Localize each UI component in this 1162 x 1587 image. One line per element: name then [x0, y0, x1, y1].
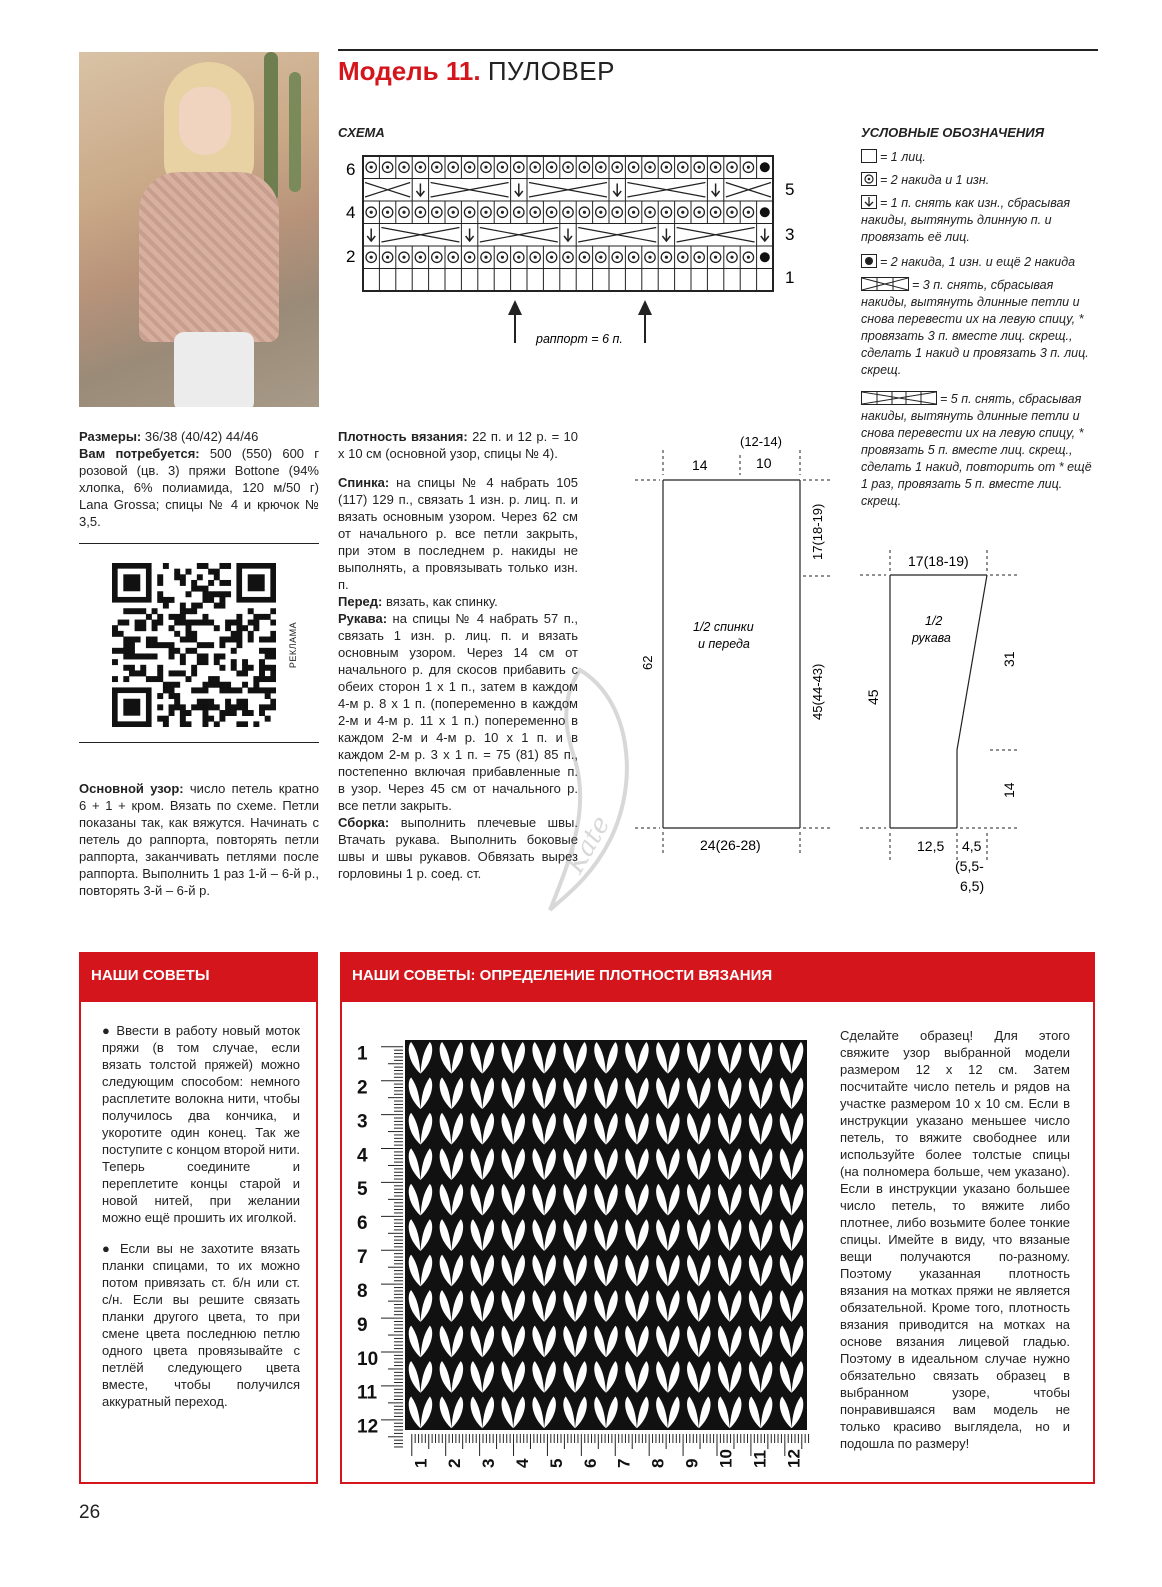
- sleeve-value: на спицы № 4 набрать 57 п., связать 1 изн. р. лиц. п. и вязать основным узором. Через 14 см от начального р. для скосов прибавить с обеих сторон 1 х 1 п., затем в каждом 4-м р. 8 х 1 п. (попеременно в каждом 2-м и 4-м р. 11 х 1 п.) попеременно в каждом 2-м и 4-м р. 10 х 1 п. и в каждом 2-м р. 3 х 1 п. = 75 (81) 85 п., постепенно включая прибавленные п. в узор. Через 45 см от начального р. все петли закрыть.: [338, 611, 578, 813]
- ruler-left-number: 6: [357, 1213, 368, 1235]
- body-top-left: 14: [692, 457, 708, 473]
- tip-para-1: Ввести в работу новый моток пряжи (в том случае, если вязать толстой пряжей) можно следующим способом: немного расплетите волокна нити, чтобы получилось два кончика, и укоротите один конец. Так же поступите с концом второй нити. Теперь соедините и переплетите концы старой и новой нитей, при желании можно ещё прошить их иголкой.: [102, 1023, 301, 1225]
- body-top-bracket: (12-14): [740, 434, 782, 449]
- sizes-materials-block: [79, 428, 319, 530]
- cross-5-symbol-icon: [861, 391, 937, 405]
- ruler-left-number: 10: [357, 1348, 379, 1370]
- model-photo: [79, 52, 319, 407]
- tips-left-text: [102, 1022, 300, 1410]
- row-label-4: 4: [346, 203, 356, 222]
- sweater-shape: [139, 172, 279, 342]
- ruler-bottom: [411, 1434, 808, 1468]
- body-inner-label-2: и переда: [698, 637, 750, 651]
- stitch-chart: [338, 150, 808, 350]
- pattern-label: Основной узор:: [79, 781, 184, 796]
- tip-para-2: Если вы не захотите вязать планки спицами, то их можно потом привязать ст. б/н или ст. с/н. Если вы решите связать планки другого цвета, то при смене цвета последнюю петлю одного цвета провязывайте с петлёй следующего цвета вместе, чтобы получился аккуратный переход.: [102, 1241, 300, 1409]
- legend-heading: УСЛОВНЫЕ ОБОЗНАЧЕНИЯ: [861, 125, 1045, 140]
- ruler-bottom-number: 10: [716, 1449, 736, 1468]
- legend-item-double-yo: = 2 накида, 1 изн. и ещё 2 накида: [861, 254, 1101, 271]
- sleeve-inner-label-2: рукава: [912, 631, 951, 645]
- assembly-value: выполнить плечевые швы. Втачать рукава. Выполнить боковые швы и швы рукавов. Обвязать вырез горловины 1 р. соед. ст.: [338, 815, 578, 881]
- tips-left-heading: НАШИ СОВЕТЫ: [79, 952, 318, 1000]
- body-right-top: 17(18-19): [810, 503, 825, 560]
- bullet-icon: ●: [102, 1241, 114, 1256]
- sleeve-right-top: 31: [1001, 651, 1017, 667]
- header-rule: [338, 49, 1098, 51]
- sleeve-bottom-note-1: (5,5-: [955, 858, 984, 874]
- rapport-arrow-right-icon: [638, 300, 652, 343]
- cactus-decor: [264, 52, 278, 202]
- ad-label: РЕКЛАМА: [288, 621, 299, 669]
- sleeve-bottom-right: 4,5: [962, 838, 982, 854]
- ruler-bottom-number: 1: [411, 1458, 431, 1468]
- ruler-left-number: 9: [357, 1314, 368, 1336]
- sleeve-label: Рукава:: [338, 611, 388, 626]
- legend-item-slip: = 1 п. снять как изн., сбрасывая накиды, вытянуть длинную п. и провязать её лиц.: [861, 196, 1071, 244]
- materials-label: Вам потребуется:: [79, 446, 200, 461]
- body-bottom: 24(26-28): [700, 837, 761, 853]
- legend-item-cross-5: = 5 п. снять, сбрасывая накиды, вытянуть длинные петли и снова перевести их на левую спицу, * провязать 5 п. вместе лиц. скрещ., сделать 1 накид, повторить от * ещё 1 раз, провязать 5 п. вместе лиц. скрещ.: [861, 392, 1092, 508]
- tips-right-heading: НАШИ СОВЕТЫ: ОПРЕДЕЛЕНИЕ ПЛОТНОСТИ ВЯЗАНИЯ: [340, 952, 1095, 1000]
- ruler-bottom-number: 11: [750, 1450, 770, 1468]
- sleeve-schematic: [850, 545, 1030, 905]
- body-left-total: 62: [640, 655, 655, 670]
- legs-shape: [174, 332, 254, 407]
- model-title: ПУЛОВЕР: [487, 56, 615, 86]
- ruler-left-number: 8: [357, 1280, 368, 1302]
- face-shape: [179, 87, 231, 155]
- assembly-label: Сборка:: [338, 815, 390, 830]
- ruler-left-number: 2: [357, 1077, 368, 1099]
- body-right-bottom: 45(44-43): [810, 663, 825, 720]
- filled-circle-icon: [760, 207, 770, 217]
- legend-item-cross-3: = 3 п. снять, сбрасывая накиды, вытянуть длинные петли и снова перевести их на левую спицу, * провязать 3 п. вместе лиц. скрещ., сделать 1 накид и провязать 3 п. лиц. скрещ.: [861, 278, 1089, 377]
- ruler-left-number: 7: [357, 1247, 368, 1269]
- ruler-bottom-number: 2: [445, 1458, 465, 1468]
- filled-circle-icon: [760, 252, 770, 262]
- row-label-2: 2: [346, 247, 356, 266]
- ruler-bottom-number: 6: [580, 1458, 600, 1468]
- body-inner-label-1: 1/2 спинки: [693, 620, 754, 634]
- ruler-bottom-number: 12: [784, 1449, 804, 1468]
- sizes-value: 36/38 (40/42) 44/46: [144, 429, 259, 444]
- row-label-1: 1: [785, 268, 795, 287]
- gauge-swatch: [355, 1030, 815, 1470]
- sleeve-inner-label-1: 1/2: [925, 614, 943, 628]
- sleeve-top: 17(18-19): [908, 553, 969, 569]
- gauge-label: Плотность вязания:: [338, 429, 468, 444]
- back-label: Спинка:: [338, 475, 390, 490]
- qr-cells: [112, 563, 276, 727]
- watermark-text: Kate: [560, 810, 617, 879]
- sleeve-bottom-note-2: 6,5): [960, 878, 985, 894]
- circle-dot-symbol-icon: [861, 172, 877, 186]
- front-value: вязать, как спинку.: [385, 594, 498, 609]
- ruler-bottom-number: 8: [648, 1458, 668, 1468]
- main-pattern-block: [79, 780, 319, 899]
- row-label-5: 5: [785, 180, 795, 199]
- front-label: Перед:: [338, 594, 383, 609]
- ruler-bottom-number: 7: [614, 1458, 634, 1468]
- legend-item-yo-purl: = 2 накида и 1 изн.: [861, 172, 1101, 189]
- body-schematic: [630, 430, 850, 860]
- ruler-left: [355, 1030, 403, 1470]
- body-top-right: 10: [756, 455, 772, 471]
- sleeve-right-bottom: 14: [1001, 782, 1017, 798]
- gauge-value: 22 п. и 12 р. = 10 х 10 см (основной узор, спицы № 4).: [338, 429, 578, 461]
- ruler-left-number: 3: [357, 1111, 368, 1133]
- rapport-arrow-left-icon: [508, 300, 522, 343]
- qr-code[interactable]: [112, 563, 276, 727]
- ruler-bottom-number: 4: [513, 1458, 532, 1468]
- cross-3-symbol-icon: [861, 277, 909, 291]
- row-label-3: 3: [785, 225, 795, 244]
- scheme-heading: СХЕМА: [338, 125, 385, 140]
- page-number: 26: [79, 1502, 101, 1523]
- sleeve-bottom-left: 12,5: [917, 838, 945, 854]
- divider: [79, 543, 319, 544]
- row-label-6: 6: [346, 160, 356, 179]
- chart-grid: [363, 156, 773, 291]
- ruler-left-number: 5: [357, 1179, 368, 1201]
- swatch-background: [405, 1040, 807, 1430]
- sleeve-left: 45: [865, 689, 881, 705]
- down-arrow-symbol-icon: [861, 195, 877, 209]
- ruler-left-number: 4: [357, 1145, 368, 1167]
- ruler-bottom-number: 5: [546, 1458, 566, 1468]
- page-title: [338, 56, 615, 87]
- ruler-left-number: 11: [357, 1382, 378, 1404]
- ruler-left-number: 1: [357, 1043, 368, 1065]
- filled-circle-icon: [760, 162, 770, 172]
- divider: [79, 742, 319, 743]
- ruler-left-number: 12: [357, 1416, 379, 1438]
- gauge-text: Сделайте образец! Для этого свяжите узор выбранной модели размером 12 х 12 см. Затем посчитайте число петель и рядов на участке размером 10 х 10 см. Если в инструкции указано меньшее число петель, то вяжите свободнее или используйте более толстые спицы (на полномера больше, чем указано). Если в инструкции указано большее число петель, то вяжите либо плотнее, либо возьмите более тонкие спицы. Имейте в виду, что вязаные вещи получаются по-разному. Поэтому указанная плотность вязания на мотках пряжи не является обязательной. Кроме того, плотность вязания приводится на мотках на основе вязания лицевой гладью. Поэтому в идеальном случае нужно обязательно связать образец в выбранном узоре, чтобы понравившаяся вам модель не только красиво выглядела, но и подошла по размеру!: [840, 1028, 1070, 1451]
- materials-value: 500 (550) 600 г розовой (цв. 3) пряжи Bottone (94% хлопка, 6% полиамида, 120 м/50 г) Lana Grossa; спицы № 4 и крючок № 3,5.: [79, 446, 320, 529]
- knit-symbol-icon: [861, 149, 877, 163]
- model-prefix: Модель 11.: [338, 56, 481, 86]
- ruler-bottom-number: 9: [682, 1458, 702, 1468]
- legend-item-knit: = 1 лиц.: [861, 149, 1101, 166]
- pattern-value: число петель кратно 6 + 1 + кром. Вязать по схеме. Петли показаны так, как вяжутся. Начинать с петель до раппорта, повторять петли раппорта, заканчивать петлями после раппорта. Выполнить 1 раз 1-й – 6-й р., повторять 3-й – 6-й р.: [79, 781, 319, 898]
- cactus-decor: [289, 72, 301, 192]
- filled-circle-symbol-icon: [861, 254, 877, 268]
- rapport-label: раппорт = 6 п.: [536, 332, 623, 346]
- sizes-label: Размеры:: [79, 429, 142, 444]
- back-value: на спицы № 4 набрать 105 (117) 129 п., связать 1 изн. р. лиц. п. и вязать основным узором. Через 62 см от начального р. все петли закрыть, при этом в последнем р. накиды не выполнять, а провязывать только изн. п.: [338, 475, 578, 592]
- bullet-icon: ●: [102, 1023, 112, 1038]
- ruler-bottom-number: 3: [479, 1458, 499, 1468]
